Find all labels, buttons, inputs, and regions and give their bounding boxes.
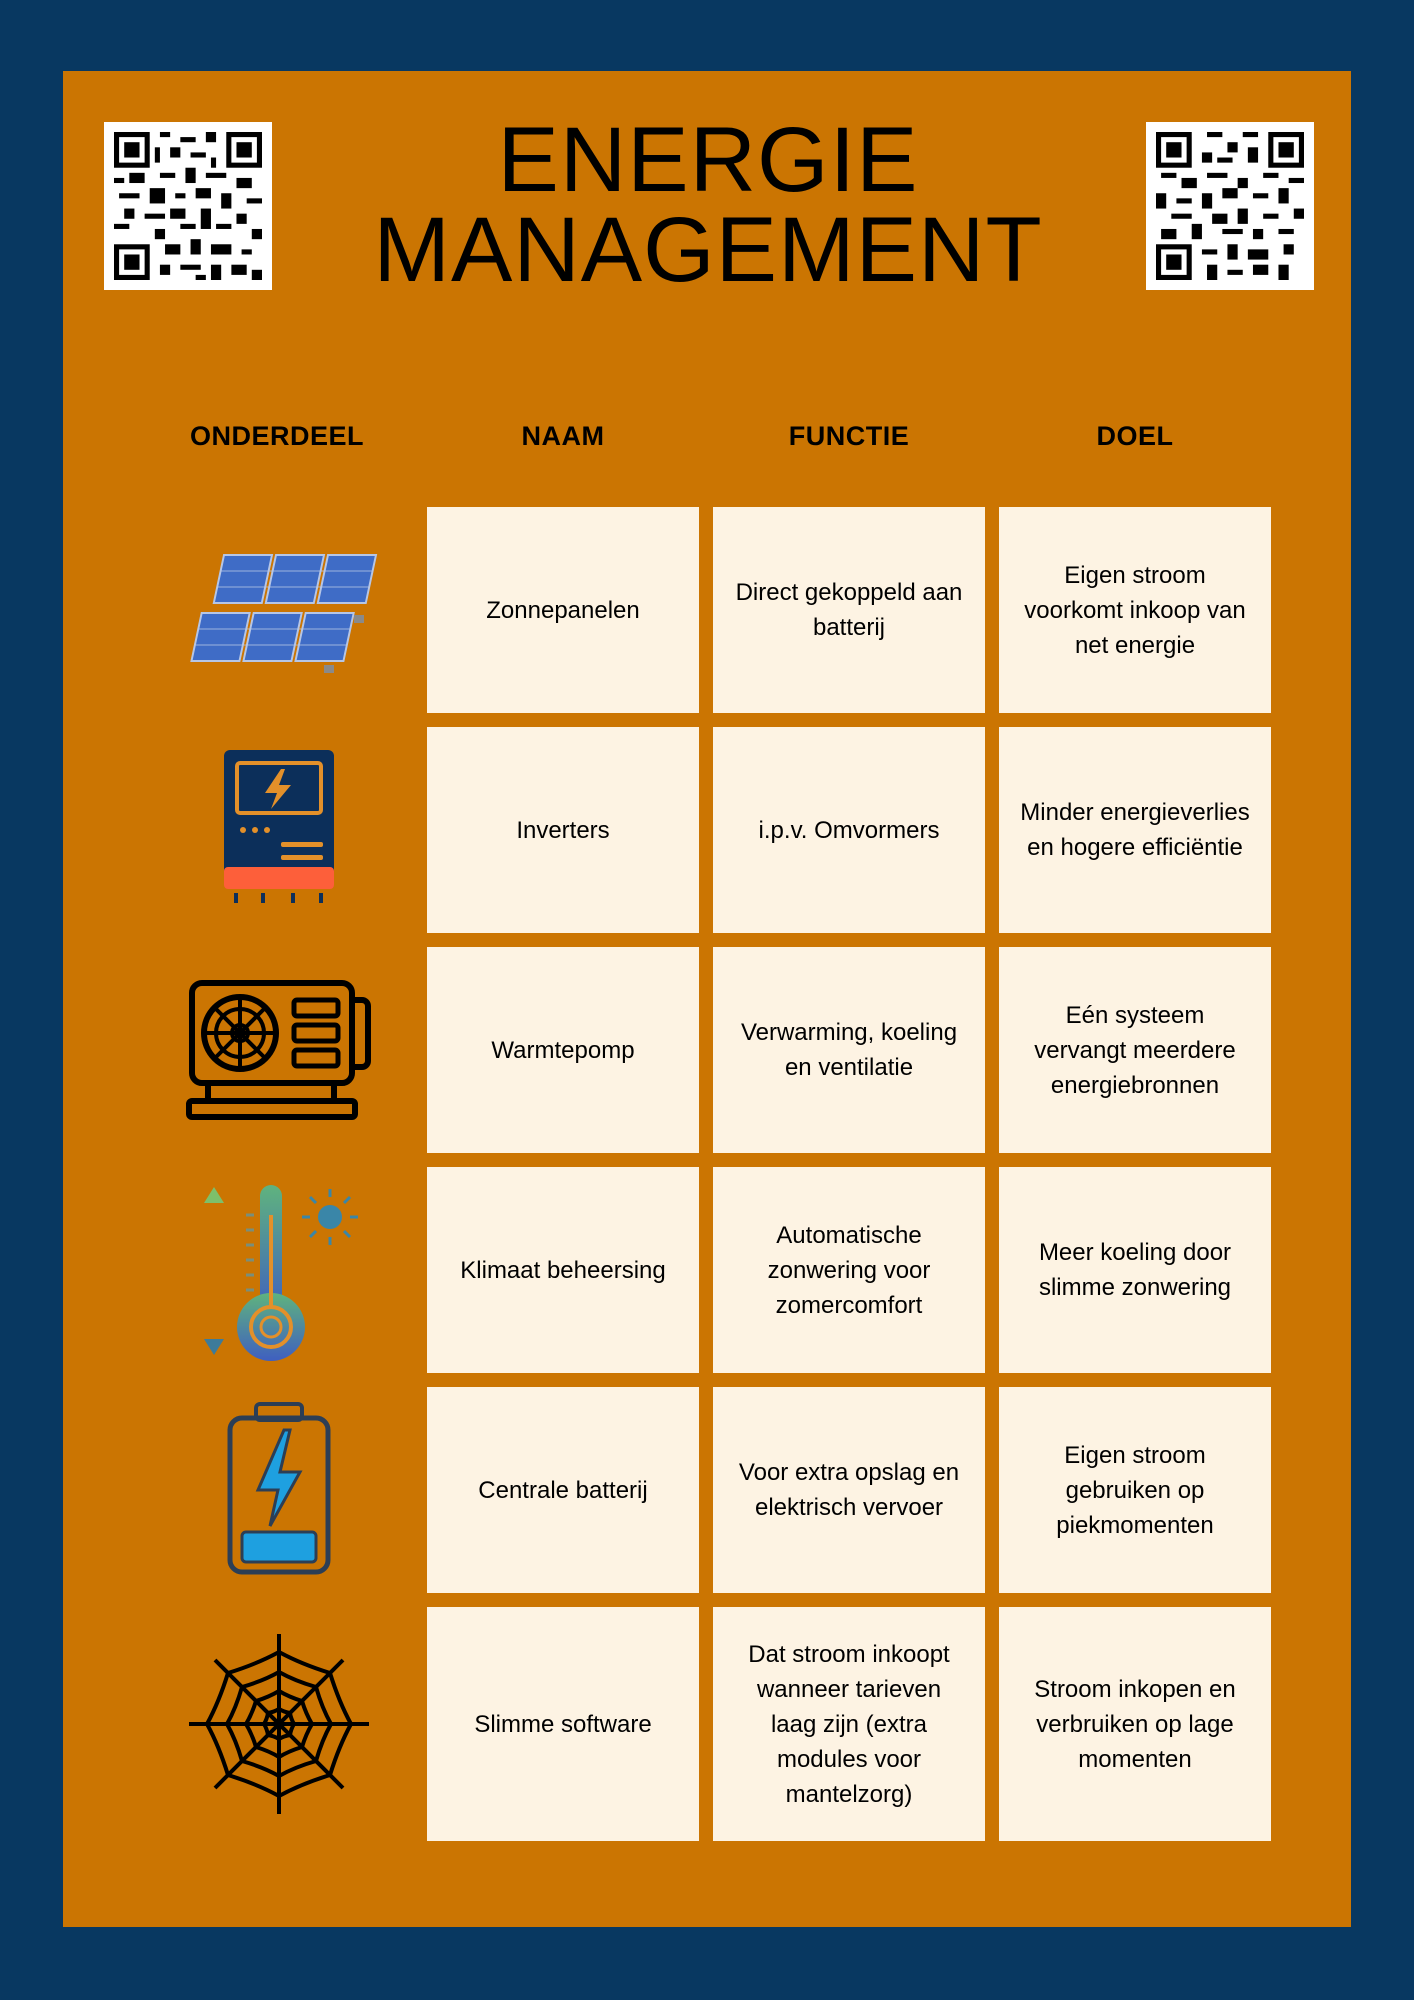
table-row [63, 1167, 1351, 1373]
cell-functie: Direct gekoppeld aan batterij [713, 507, 985, 713]
cell-doel: Minder energieverlies en hogere efficiëntie [999, 727, 1271, 933]
cell-functie: Dat stroom inkoopt wanneer tarieven laag zijn (extra modules voor mantelzorg) [713, 1607, 985, 1841]
title-line-2: MANAGEMENT [373, 199, 1043, 301]
table-row [63, 727, 1351, 933]
solar-panel-icon [168, 507, 390, 713]
cell-naam: Klimaat beheersing [427, 1167, 699, 1373]
column-header-functie: FUNCTIE [788, 421, 910, 451]
table-row [63, 1387, 1351, 1593]
cell-doel: Stroom inkopen en verbruiken op lage momenten [999, 1607, 1271, 1841]
column-header-naam: NAAM [521, 421, 605, 451]
page-title [313, 109, 1103, 301]
cell-naam: Warmtepomp [427, 947, 699, 1153]
qr-code-left[interactable] [104, 122, 272, 290]
heat-pump-icon [168, 947, 390, 1153]
cell-functie: Automatische zonwering voor zomercomfort [713, 1167, 985, 1373]
cell-doel: Meer koeling door slimme zonwering [999, 1167, 1271, 1373]
spider-web-icon [168, 1607, 390, 1841]
cell-naam: Zonnepanelen [427, 507, 699, 713]
inverter-icon [168, 727, 390, 933]
cell-naam: Slimme software [427, 1607, 699, 1841]
poster-card [63, 71, 1351, 1927]
cell-doel: Eén systeem vervangt meerdere energiebronnen [999, 947, 1271, 1153]
cell-naam: Centrale batterij [427, 1387, 699, 1593]
column-header-doel: DOEL [1096, 421, 1174, 451]
table-row [63, 1607, 1351, 1841]
qr-code-pattern [114, 132, 262, 280]
qr-code-pattern [1156, 132, 1304, 280]
cell-functie: i.p.v. Omvormers [713, 727, 985, 933]
table-row [63, 947, 1351, 1153]
title-line-1: ENERGIE [497, 109, 919, 211]
cell-doel: Eigen stroom gebruiken op piekmomenten [999, 1387, 1271, 1593]
qr-code-right[interactable] [1146, 122, 1314, 290]
column-header-onderdeel: ONDERDEEL [189, 421, 364, 451]
thermometer-sun-icon [168, 1167, 390, 1373]
cell-naam: Inverters [427, 727, 699, 933]
cell-functie: Verwarming, koeling en ventilatie [713, 947, 985, 1153]
battery-icon [168, 1387, 390, 1593]
cell-doel: Eigen stroom voorkomt inkoop van net energie [999, 507, 1271, 713]
table-row [63, 507, 1351, 713]
cell-functie: Voor extra opslag en elektrisch vervoer [713, 1387, 985, 1593]
